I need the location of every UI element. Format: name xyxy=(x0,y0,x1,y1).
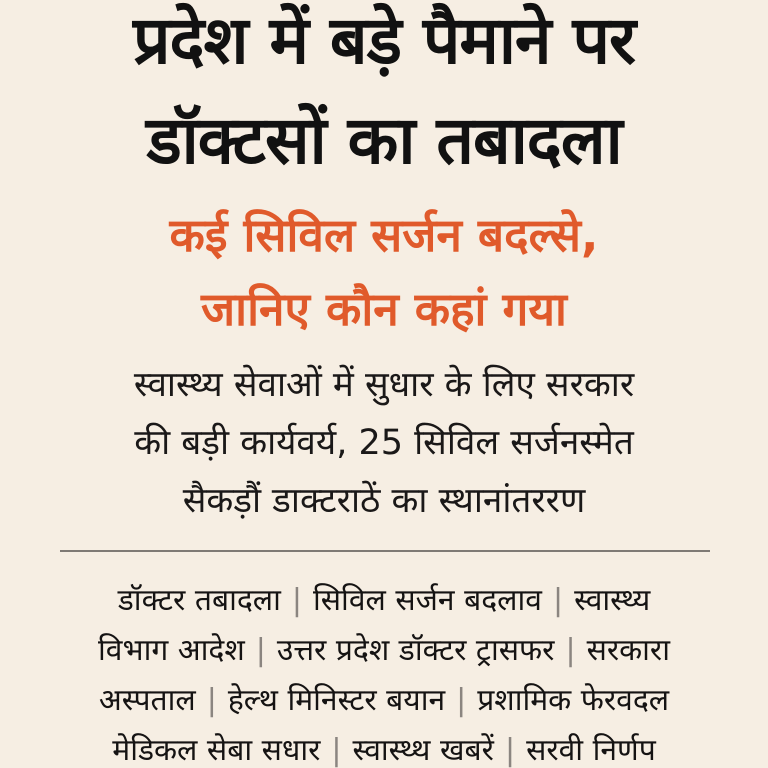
tag-row-2 xyxy=(0,633,768,668)
tag-item[interactable]: सरवी निर्णप xyxy=(526,733,656,768)
subheadline-line-2: जानिए कौन कहां गया xyxy=(201,282,567,336)
tag-separator: | xyxy=(255,633,266,668)
tag-item[interactable]: मेडिकल सेबा सधार xyxy=(112,733,321,768)
tag-item[interactable]: सरकारा xyxy=(586,633,670,668)
headline-line-1: प्रदेश में बड़े पैमाने पर xyxy=(132,2,636,79)
tag-item[interactable]: उत्तर प्रदेश डॉक्टर ट्रासफर xyxy=(276,633,555,668)
tag-row-4 xyxy=(0,733,768,768)
tag-item[interactable]: सिविल सर्जन बदलाव xyxy=(313,583,542,618)
tag-separator: | xyxy=(456,683,467,718)
tag-item[interactable]: डॉक्टर तबादला xyxy=(117,583,281,618)
tag-item[interactable]: प्रशामिक फेरवदल xyxy=(477,683,670,718)
tag-row-3 xyxy=(0,683,768,718)
tag-item[interactable]: स्वास्थ्य xyxy=(574,583,651,618)
tag-separator: | xyxy=(206,683,217,718)
section-divider xyxy=(60,550,710,552)
subheadline-line-1: कई सिविल सर्जन बदल्से, xyxy=(169,208,599,262)
tag-separator: | xyxy=(565,633,576,668)
tag-row-1 xyxy=(0,583,768,618)
tag-item[interactable]: स्वास्थ्थ खबरें xyxy=(352,733,494,768)
tag-item[interactable]: हेल्थ मिनिस्टर बयान xyxy=(227,683,446,718)
tag-separator: | xyxy=(504,733,516,768)
tag-separator: | xyxy=(331,733,342,768)
tag-separator: | xyxy=(552,583,564,618)
deck-line-3: सैकड़ौं डाक्टराठें का स्थानांतररण xyxy=(182,481,586,521)
headline-line-2: डॉक्टसों का तबादला xyxy=(146,102,622,179)
tag-item[interactable]: अस्पताल xyxy=(98,683,196,718)
deck-line-1: स्वास्थ्य सेवाओं में सुधार के लिए सरकार xyxy=(133,365,635,405)
deck-line-2: की बड़ी कार्यवर्य, 25 सिविल सर्जनस्मेत xyxy=(134,423,634,463)
tag-separator: | xyxy=(291,583,302,618)
tag-item[interactable]: विभाग आदेश xyxy=(98,633,245,668)
